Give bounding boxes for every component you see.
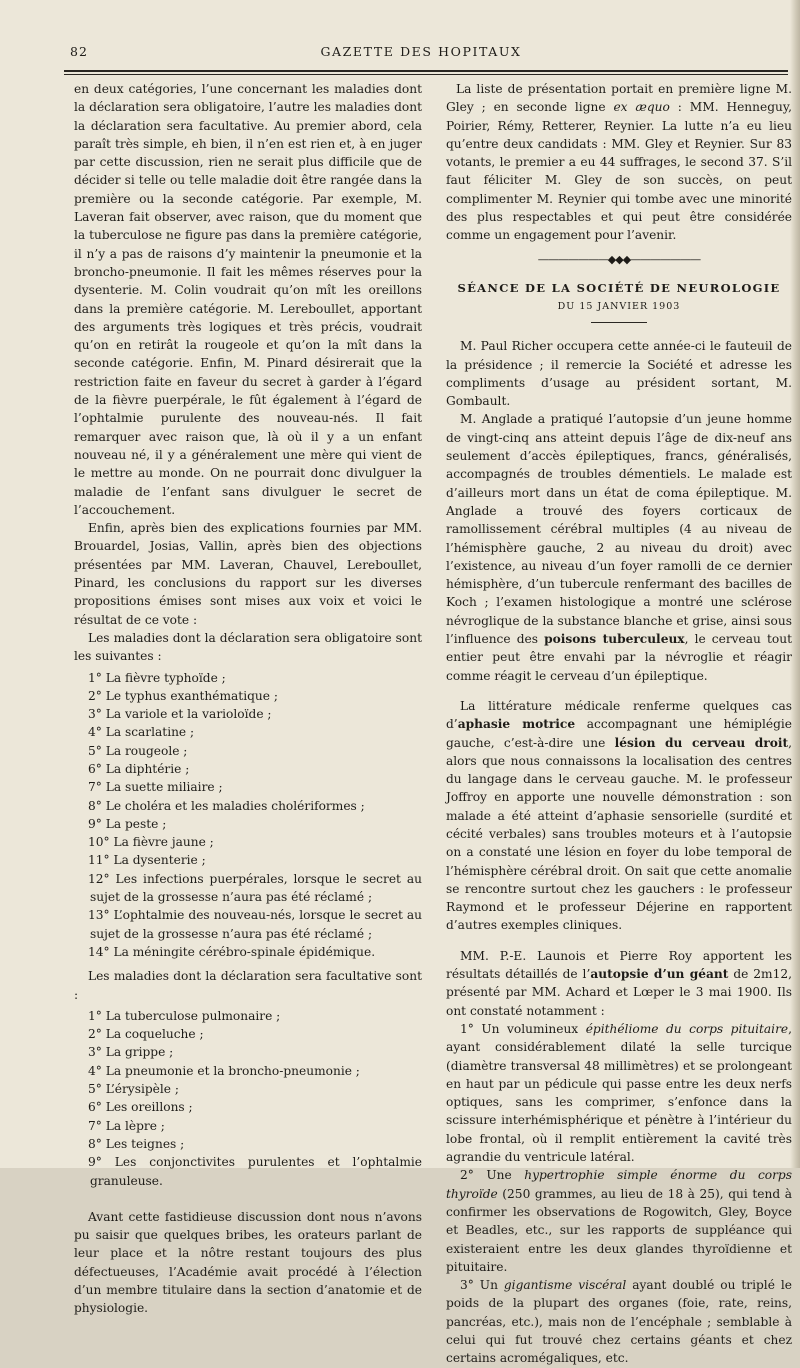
list-item: 8° Les teignes ; [88,1136,185,1151]
list-item: 8° Le choléra et les maladies cholériformes ; [88,798,365,813]
list-item: 1° La fièvre typhoïde ; [88,670,226,685]
list-item: 9° Les conjonctivites purulentes et l’ophtalmie granuleuse. [88,1155,422,1188]
paragraph: M. Anglade a pratiqué l’autopsie d’un jeune homme de vingt-cinq ans atteint depuis l’âge de dix-neuf ans seulement d’accès épileptiques, francs, généralisés, accompagnés de troubles démentiels. Le malade est d’ailleurs mort dans un état de coma épileptique. M. Anglade a trouvé des foyers corticaux de ramollissement cérébral multiples (4 au niveau de l’hémisphère gauche, 2 au niveau du droit) avec l’existence, au niveau d’un foyer ramolli de ce dernier hémisphère, d’un tubercule renfermant des bacilles de Koch ; l’examen histologique a montré une sclérose névroglique de la substance blanche et grise, ainsi sous l’influence des poisons tuberculeux, le cerveau tout entier peut être envahi par la névroglie et réagir comme réagit le cerveau d’un épileptique. [446,412,792,683]
list-item: 13° L’ophtalmie des nouveau-nés, lorsque le secret au sujet de la grossesse n’aura pas été réclamé ; [88,908,422,941]
list-item: 1° La tuberculose pulmonaire ; [88,1008,281,1023]
list-item: 12° Les infections puerpérales, lorsque le secret au sujet de la grossesse n’aura pas été réclamé ; [88,871,422,905]
paragraph: La littérature médicale renferme quelques cas d’aphasie motrice accompagnant une hémiplégie gauche, c’est-à-dire une lésion du cerveau droit, alors que nous connaissons la localisation des centres du langage dans le cerveau gauche. M. le professeur Joffroy en apporte une nouvelle démonstration : son malade a été atteint d’aphasie sensorielle (surdité et cécité verbales) sans troubles moteurs et à l’autopsie on a constaté une lésion en foyer du lobe temporal de l’hémisphère cérébral droit. On sait que cette anomalie se rencontre surtout chez les gauchers : le professeur Raymond et le professeur Déjerine en rapportent d’autres exemples cliniques. [446,698,793,933]
paragraph: en deux catégories, l’une concernant les maladies dont la déclaration sera obligatoire, l’autre les maladies dont la déclaration sera facultative. Au premier abord, cela paraît très simple, eh bien, il n’en est rien et, à en juger par cette discussion, rien ne serait plus difficile que de décider si telle ou telle maladie doit être rangée dans la première ou la seconde catégorie. Par exemple, M. Laveran fait observer, avec raison, que du moment que la tuberculose ne figure pas dans la première catégorie, il n’y a pas de raisons d’y maintenir la pneumonie et la broncho-pneumonie. Il fait les mêmes réserves pour la dysenterie. M. Colin voudrait qu’on mît les oreillons dans la première catégorie. M. Lereboullet, apportant des arguments très logiques et très précis, voudrait qu’on en retirât la rougeole et qu’on la mît dans la seconde catégorie. Enfin, M. Pinard désirerait que la restriction faite en faveur du secret à garder à l’égard de la fièvre puerpérale, le fût également à l’égard de l’ophtalmie purulente des nouveau-nés. Il fait remarquer avec raison que, là où il y a un enfant nouveau né, il y a généralement une mère qui vient de le mettre au monde. On ne pourrait donc divulguer la maladie de l’enfant sans divulguer le secret de l’accouchement. [74,82,422,517]
list-item: 4° La scarlatine ; [88,725,195,740]
section-title: SÉANCE DE LA SOCIÉTÉ DE NEUROLOGIE [457,280,781,295]
list-item: 4° La pneumonie et la broncho-pneumonie ; [88,1063,360,1078]
page-header [60,44,782,68]
paragraph: Avant cette fastidieuse discussion dont nous n’avons pu saisir que quelques bribes, les orateurs parlant de leur place et la nôtre restant toujours des plus défectueuses, l’Académie avait procédé à l’élection d’un membre titulaire dans la section d’anatomie et de physiologie. [74,1209,422,1316]
page-number: 82 [70,44,88,59]
list-item: 11° La dysenterie ; [88,853,206,868]
list-item: 3° La grippe ; [88,1045,174,1060]
list-item: 5° L’érysipèle ; [88,1082,179,1097]
paragraph: MM. P.-E. Launois et Pierre Roy apportent les résultats détaillés de l’autopsie d’un géant de 2m12, présenté par MM. Achard et Lœper le 3 mai 1900. Ils ont constaté notamment : [446,948,792,1018]
paragraph: 3° Un gigantisme viscéral ayant doublé ou triplé le poids de la plupart des organes (foie, rate, reins, pancréas, etc.), mais non de l’encéphale ; semblable à celui qui fut trouvé chez certains géants et chez certains acromégaliques, etc. [446,1278,792,1366]
header-rule-thin [64,74,788,75]
header-rule-thick [64,70,788,72]
optional-list [74,1007,422,1190]
list-item: 6° Les oreillons ; [88,1100,193,1115]
obligatory-list [74,669,422,962]
list-item: 2° La coqueluche ; [88,1027,204,1042]
left-column [74,80,422,1318]
list-item: 10° La fièvre jaune ; [88,835,214,850]
right-column [446,80,792,1368]
paragraph: Les maladies dont la déclaration sera obligatoire sont les suivantes : [74,630,422,664]
paragraph: 1° Un volumineux épithéliome du corps pituitaire, ayant considérablement dilaté la selle turcique (diamètre transversal 48 millimètres) et se prolongeant en haut par un pédicule qui passe entre les deux nerfs optiques, sans les comprimer, s’enfonce dans la scissure interhémisphérique et pénètre à l’intérieur du lobe frontal, où il remplit entièrement la cavité très agrandie du ventricule latéral. [446,1021,792,1165]
list-item: 9° La peste ; [88,816,167,831]
list-item: 7° La lèpre ; [88,1118,165,1133]
list-item: 6° La diphtérie ; [88,761,190,776]
paragraph: 2° Une hypertrophie simple énorme du corps thyroïde (250 grammes, au lieu de 18 à 25), qui tend à confirmer les observations de Rogowitch, Gley, Boyce et Beadles, etc., sur les rapports de suppléance qui existeraient entre les deux glandes thyroïdienne et pituitaire. [446,1168,792,1274]
paragraph: Enfin, après bien des explications fournies par MM. Brouardel, Josias, Vallin, après bien des objections présentées par MM. Laveran, Chauvel, Lereboullet, Pinard, les conclusions du rapport sur les diverses propositions émises sont mises aux voix et voici le résultat de ce vote : [74,521,422,627]
running-title: GAZETTE DES HOPITAUX [320,44,522,59]
list-item: 2° Le typhus exanthématique ; [88,688,278,703]
paragraph: Les maladies dont la déclaration sera facultative sont : [74,969,422,1002]
paragraph: La liste de présentation portait en première ligne M. Gley ; en seconde ligne ex æquo : MM. Henneguy, Poirier, Rémy, Retterer, Reynier. La lutte n’a eu lieu qu’entre deux candidats : MM. Gley et Reynier. Sur 83 votants, le premier a eu 44 suffrages, le second 37. S’il faut féliciter M. Gley de son succès, on peut complimenter M. Reynier qui tombe avec une minorité des plus respectables et qui peut être considérée comme un engagement pour l’avenir. [446,82,792,243]
section-date: DU 15 JANVIER 1903 [557,300,681,312]
paragraph: M. Paul Richer occupera cette année-ci le fauteuil de la présidence ; il remercie la Société et adresse les compliments d’usage au président sortant, M. Gombault. [446,339,792,409]
ornament-divider: ———————◆◆◆——————— [537,252,701,266]
list-item: 3° La variole et la varioloïde ; [88,707,272,722]
list-item: 7° La suette miliaire ; [88,780,223,795]
section-rule [591,322,647,323]
list-item: 5° La rougeole ; [88,743,188,758]
list-item: 14° La méningite cérébro-spinale épidémique. [88,944,376,959]
